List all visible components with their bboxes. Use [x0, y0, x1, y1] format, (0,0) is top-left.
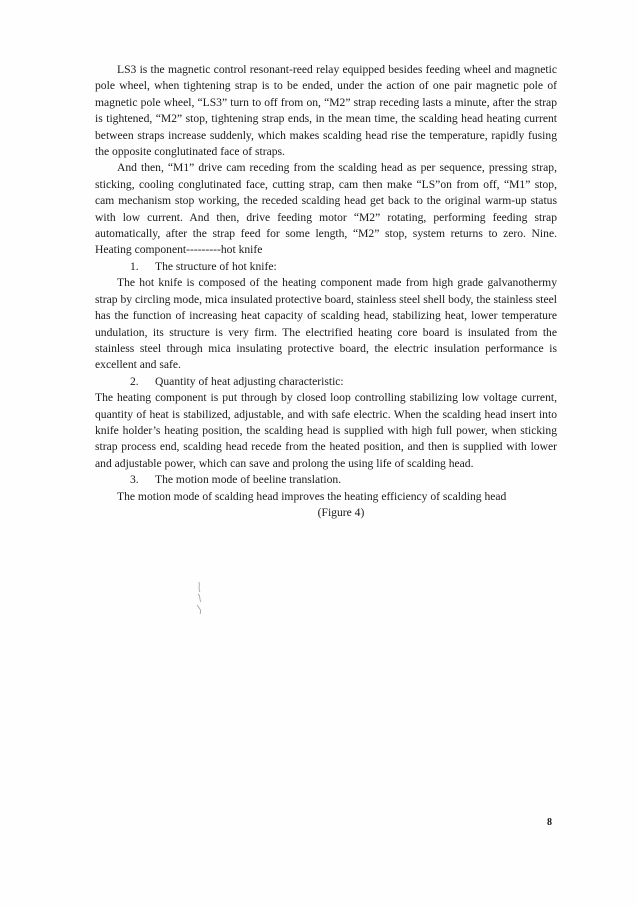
scan-artifact-mark	[193, 580, 207, 620]
paragraph-hot-knife-composition: The hot knife is composed of the heating component made from high grade galvanothermy strap by circling mode, mica insulated protective board, stainless steel shell body, the stainless steel has the function of increasing heat capacity of scalding head, stabilizing heat, lower temperature undulation, its structure is very firm. The electrified heating core board is insulated from the stainless steel through mica insulating protective board, the electric insulation performance is excellent and safe.	[95, 276, 557, 372]
list-number: 2.	[130, 374, 139, 388]
list-item-text: Quantity of heat adjusting characteristic:	[155, 374, 344, 388]
paragraph-ls3-relay: LS3 is the magnetic control resonant-reed relay equipped besides feeding wheel and magnetic pole wheel, when tightening strap is to be ended, under the action of one pair magnetic pole of magnetic pole wheel, “LS3” turn to off from on, “M2” strap receding lasts a minute, after the strap is tightened, “M2” stop, tightening strap ends, in the mean time, the scalding head heating current between straps increase suddenly, which makes scalding head rise the temperature, rapidly fusing the opposite conglutinated face of straps.	[95, 63, 557, 159]
body-text	[95, 62, 557, 521]
list-item-text: The structure of hot knife:	[155, 259, 277, 273]
list-item-heat-adjusting	[95, 374, 557, 390]
paragraph-heating-component: The heating component is put through by closed loop controlling stabilizing low voltage current, quantity of heat is stabilized, adjustable, and with safe electric. When the scalding head insert into knife holder’s heating position, the scalding head is supplied with high full power, when sticking strap process end, scalding head recede from the heated position, and then is supplied with lower and adjustable power, which can save and prolong the using life of scalding head.	[95, 391, 557, 470]
list-number: 1.	[130, 259, 139, 273]
list-item-text: The motion mode of beeline translation.	[155, 473, 342, 487]
figure-caption: (Figure 4)	[317, 505, 365, 519]
list-item-structure	[95, 259, 557, 275]
paragraph-motion-efficiency: The motion mode of scalding head improves the heating efficiency of scalding head	[117, 489, 507, 503]
page-number: 8	[547, 817, 552, 828]
list-number: 3.	[130, 473, 139, 487]
paragraph-m1-drive-cam: And then, “M1” drive cam receding from the scalding head as per sequence, pressing strap, sticking, cooling conglutinated face, cutting strap, cam then make “LS”on from off, “M1” stop, cam mechanism stop working, the receded scalding head get back to the original warm-up status with low current. And then, drive feeding motor “M2” rotating, performing feeding strap automatically, after the strap feed for some length, “M2” stop, system returns to zero. Nine. Heating component---------hot knife	[95, 161, 557, 257]
list-item-motion-mode	[95, 472, 557, 488]
